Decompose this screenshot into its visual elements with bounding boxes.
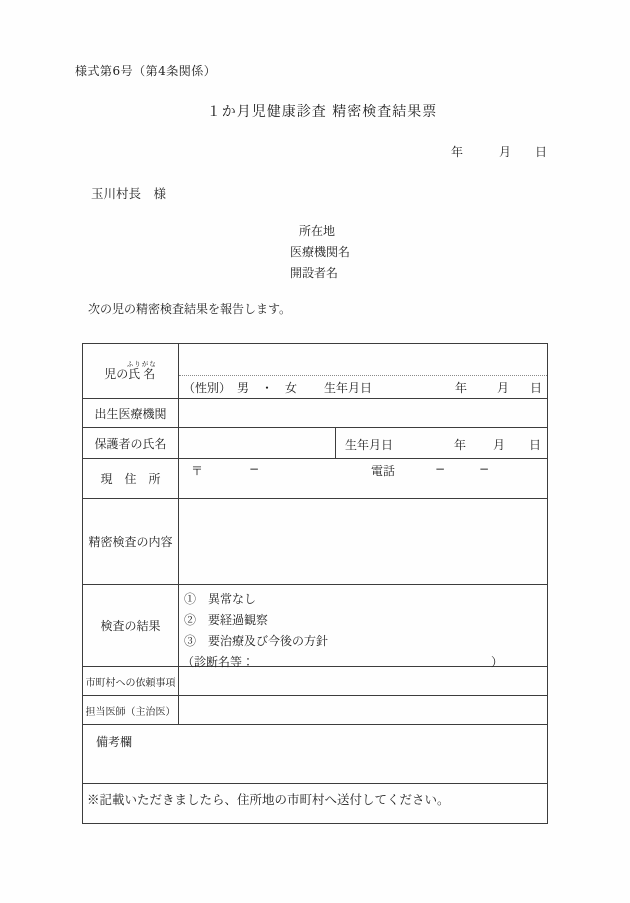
child-name-label-text [104,360,157,382]
row-guardian [83,427,547,458]
child-name-label-prefix: 児の [104,367,129,381]
addressee: 玉川村長 様 [91,186,167,201]
sender-founder-label: 開設者名 [290,266,339,280]
address-field[interactable] [179,459,547,498]
postal-dash: − [249,462,260,476]
remarks-field[interactable] [83,725,547,783]
result-option-3[interactable]: ③ 要治療及び今後の方針 [184,634,329,648]
remarks-label: 備考欄 [96,735,133,749]
footer-note-text: ※記載いただきましたら、住所地の市町村へ送付してください。 [87,792,450,807]
postal-mark: 〒 [191,464,204,478]
child-name-ruby [126,360,157,381]
child-birth-month-label: 月 [497,381,510,395]
exam-result-label: 検査の結果 [83,585,179,666]
row-exam-content [83,498,547,584]
address-label: 現 住 所 [83,459,179,498]
row-doctor [83,695,547,724]
guardian-birthdate-field[interactable] [336,428,547,458]
row-child-name [83,344,547,398]
child-name-label-base: 氏名 [126,367,157,381]
child-birth-day-label: 日 [529,381,542,395]
date-year-label: 年 [451,145,464,159]
guardian-birth-day-label: 日 [528,438,541,452]
guardian-name-label: 保護者の氏名 [83,428,179,458]
child-birth-year-label: 年 [455,381,468,395]
phone-label: 電話 [371,464,396,478]
row-birth-institution [83,398,547,427]
result-option-1[interactable]: ① 異常なし [184,592,257,606]
child-name-furigana: ふりがな [126,360,157,368]
result-option-2[interactable]: ② 要経過観察 [184,613,269,627]
guardian-name-field[interactable] [179,428,336,458]
child-name-field[interactable] [179,344,547,398]
birth-institution-label: 出生医療機関 [83,399,179,427]
exam-content-label: 精密検査の内容 [83,499,179,584]
row-address [83,458,547,498]
diagnosis-open-label: （診断名等： [182,655,255,669]
form-number: 様式第6号（第4条関係） [75,64,217,78]
sender-institution-label: 医療機関名 [290,245,351,259]
doctor-field[interactable] [179,696,547,724]
child-name-entry-area[interactable] [179,344,547,375]
row-exam-result [83,584,547,669]
report-date-line [0,143,630,159]
diagnosis-close-paren: ） [491,655,504,669]
row-municipality-request [83,666,547,695]
child-name-label [83,344,179,398]
exam-result-field [179,585,547,669]
phone-dash-1: − [435,462,446,476]
sender-block [290,221,350,284]
guardian-birthdate-label: 生年月日 [345,438,394,452]
date-day-label: 日 [535,145,548,159]
intro-sentence: 次の児の精密検査結果を報告します。 [88,302,292,316]
date-month-label: 月 [499,145,512,159]
child-birthdate-label: 生年月日 [324,381,373,395]
sex-options[interactable]: （性別） 男 ・ 女 [183,381,298,395]
child-sex-birth-line[interactable] [179,375,547,397]
birth-institution-field[interactable] [179,399,547,427]
sender-location-label: 所在地 [299,224,336,238]
page-title: １か月児健康診査 精密検査結果票 [206,104,438,120]
guardian-birth-month-label: 月 [493,438,506,452]
footer-note [83,784,547,823]
row-footer-note [83,783,547,823]
municipality-request-field[interactable] [179,667,547,695]
exam-content-field[interactable] [179,499,547,584]
doctor-label: 担当医師（主治医） [83,696,179,724]
phone-dash-2: − [479,462,490,476]
municipality-request-label: 市町村への依頼事項 [83,667,179,695]
guardian-field-wrap [179,428,547,458]
result-form-table [82,343,548,824]
guardian-birth-year-label: 年 [454,438,467,452]
row-remarks [83,724,547,783]
